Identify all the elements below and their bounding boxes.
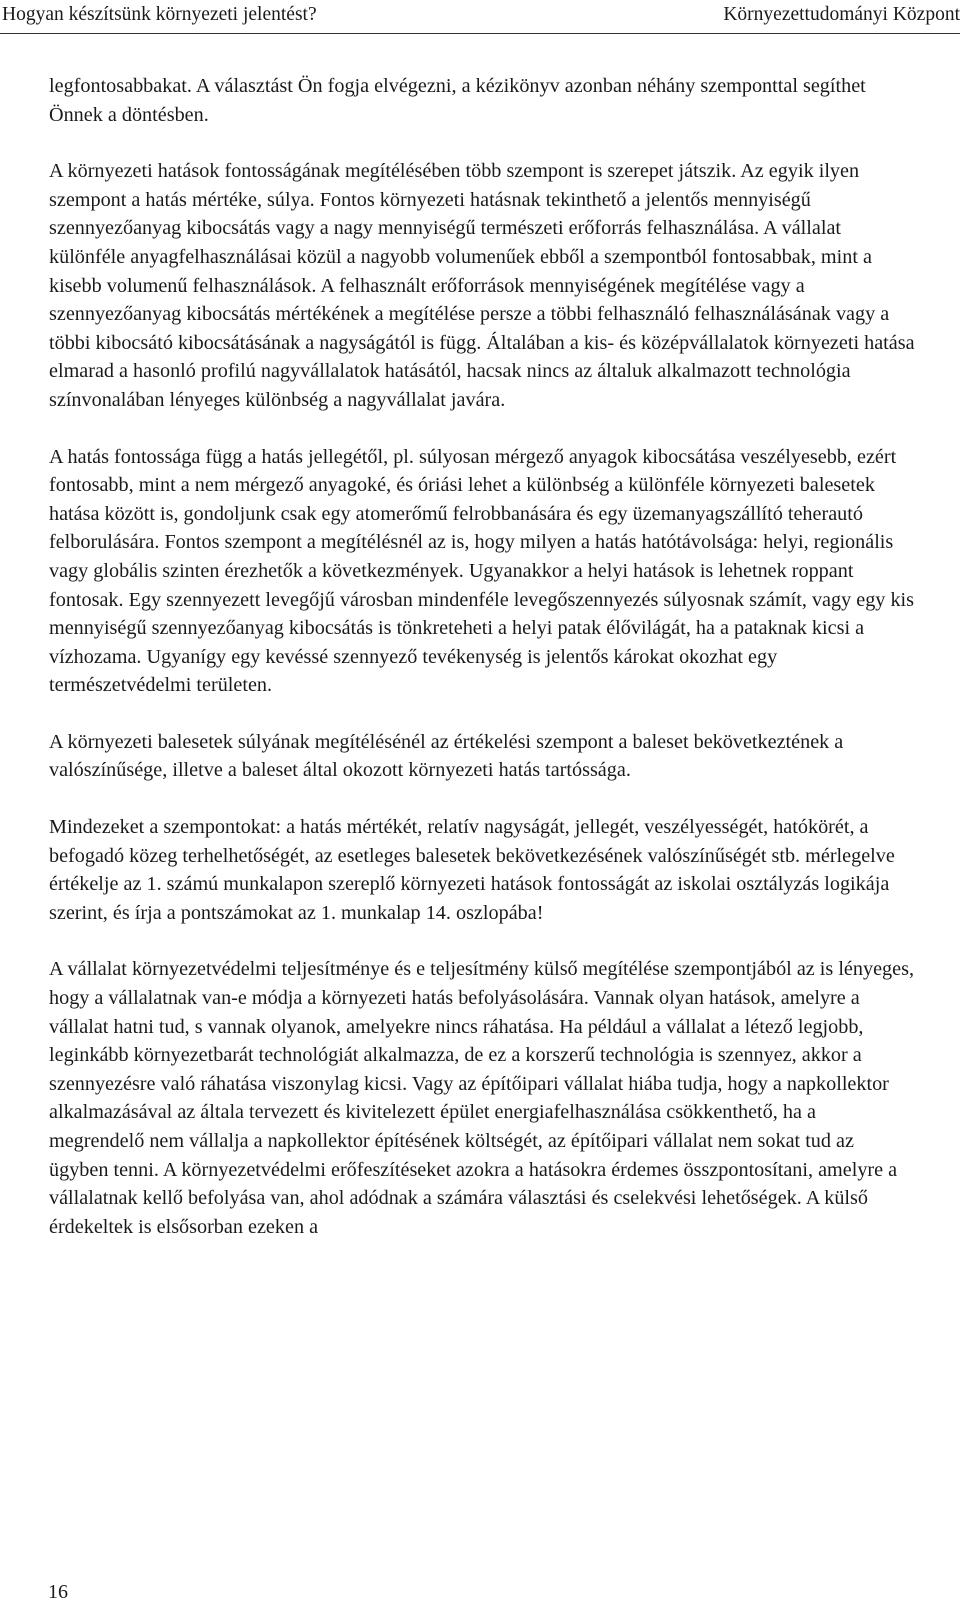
paragraph: A környezeti balesetek súlyának megítélésénél az értékelési szempont a baleset bekövetkeztének a valószínűsége, illetve a baleset által okozott környezeti hatás tartóssága. <box>49 730 844 782</box>
page-number: 16 <box>48 1581 68 1603</box>
header-organization: Környezettudományi Központ <box>723 4 960 25</box>
running-header <box>0 0 960 34</box>
body-text <box>49 72 915 1269</box>
paragraph: A vállalat környezetvédelmi teljesítménye és e teljesítmény külső megítélése szempontjából az is lényeges, hogy a vállalatnak van-e módja a környezeti hatás befolyásolására. Vannak olyan hatások, amelyre a vállalat hatni tud, s vannak olyanok, amelyekre nincs ráhatása. Ha például a vállalat a létező legjobb, leginkább környezetbarát technológiát alkalmazza, de ez a korszerű technológia is szennyez, akkor a szennyezésre való ráhatása viszonylag kicsi. Vagy az építőipari vállalat hiába tudja, hogy a napkollektor alkalmazásával az általa tervezett és kivitelezett épület energiafelhasználása csökkenthető, ha a megrendelő nem vállalja a napkollektor építésének költségét, az építőipari vállalat nem sokat tud az ügyben tenni. A környezetvédelmi erőfeszítéseket azokra a hatásokra érdemes összpontosítani, amelyre a vállalatnak kellő befolyása van, ahol adódnak a számára választási és cselekvési lehetőségek. A külső érdekeltek is elsősorban ezeken a <box>49 958 914 1238</box>
paragraph: Mindezeket a szempontokat: a hatás mértékét, relatív nagyságát, jellegét, veszélyességét, hatókörét, a befogadó közeg terhelhetőségét, az esetleges balesetek bekövetkezésének valószínűségét stb. mérlegelve értékelje az 1. számú munkalapon szereplő környezeti hatások fontosságát az iskolai osztályzás logikája szerint, és írja a pontszámokat az 1. munkalap 14. oszlopába! <box>49 816 895 924</box>
paragraph: A környezeti hatások fontosságának megítélésében több szempont is szerepet játszik. Az egyik ilyen szempont a hatás mértéke, súlya. Fontos környezeti hatásnak tekinthető a jelentős mennyiségű szennyezőanyag kibocsátás vagy a nagy mennyiségű természeti erőforrás felhasználása. A vállalat különféle anyagfelhasználásai közül a nagyobb volumenűek ebből a szempontból fontosabbak, mint a kisebb volumenű felhasználások. A felhasznált erőforrások mennyiségének megítélése vagy a szennyezőanyag kibocsátás mértékének a megítélése persze a többi felhasználó felhasználásának vagy a többi kibocsátó kibocsátásának a nagyságától is függ. Általában a kis- és középvállalatok környezeti hatása elmarad a hasonló profilú nagyvállalatok hatásától, hacsak nincs az általuk alkalmazott technológia színvonalában lényeges különbség a nagyvállalat javára. <box>49 160 915 411</box>
paragraph: A hatás fontossága függ a hatás jellegétől, pl. súlyosan mérgező anyagok kibocsátása veszélyesebb, ezért fontosabb, mint a nem mérgező anyagoké, és óriási lehet a különbség a különféle környezeti balesetek hatása között is, gondoljunk csak egy atomerőmű felrobbanására és egy üzemanyagszállító teherautó felborulására. Fontos szempont a megítélésnél az is, hogy milyen a hatás hatótávolsága: helyi, regionális vagy globális szinten érezhetők a következmények. Ugyanakkor a helyi hatások is lehetnek roppant fontosak. Egy szennyezett levegőjű városban mindenféle levegőszennyezés súlyosnak számít, vagy egy kis mennyiségű szennyezőanyag kibocsátás is tönkreteheti a helyi patak élővilágát, ha a pataknak kicsi a vízhozama. Ugyanígy egy kevéssé szennyező tevékenység is jelentős károkat okozhat egy természetvédelmi területen. <box>49 445 914 697</box>
header-document-title: Hogyan készítsünk környezeti jelentést? <box>2 4 317 25</box>
paragraph: legfontosabbakat. A választást Ön fogja elvégezni, a kézikönyv azonban néhány szemponttal segíthet Önnek a döntésben. <box>49 75 866 126</box>
